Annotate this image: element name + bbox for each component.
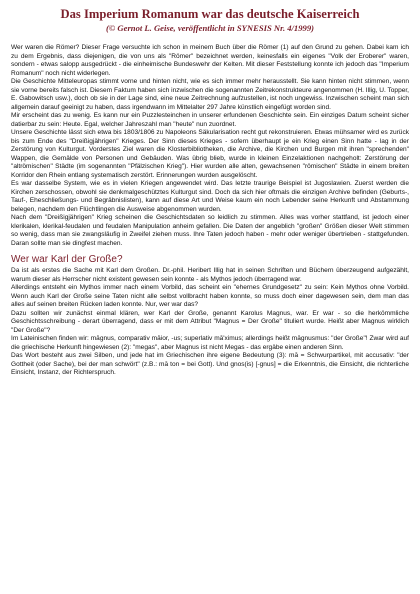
paragraph: Wer waren die Römer? Dieser Frage versuchte ich schon in meinem Buch über die Römer (1) auf den Grund zu gehen. Dabei kam ich zu dem Ergebnis, dass diejenigen, die von uns als "Römer" bezeichnet werden, keinesfalls ein eigenes "Volk der Eroberer" waren, sondern - etwas salopp ausgedrückt - die einheimische Bundeswehr der Kelten. Mit dieser Feststellung konnte ich jedoch das "Imperium Romanum" noch nicht widerlegen.	[11, 44, 409, 77]
paragraph: Es war dasselbe System, wie es in vielen Kriegen angewendet wird. Das letzte traurige Beispiel ist Jugoslawien. Zuerst werden die Kirchen zerschossen, obwohl sie denkmalgeschütztes Kulturgut sind. Doch da sich hier oftmals die einzigen Archive befinden (Geburts-, Tauf-, Eheschließungs- und Begräbnislisten), kann auf diese Art und Weise kaum ein noch Lebender seine Herkunft und Abstammung belegen, nachdem den Flüchtlingen die Ausweise abgenommen wurden.	[11, 180, 409, 213]
paragraph: Die Geschichte Mitteleuropas stimmt vorne und hinten nicht, wie es sich immer mehr herausstellt. Sie kann hinten nicht stimmen, wenn sie vorne bereits falsch ist. Diesem Faktum haben sich inzwischen die sogenannten Zeitrekonstrukteure angenommen (H. Illig, U. Topper, E. Gabowitsch usw.), doch ob sie in der Lage sind, eine neue Zeitrechnung aufzustellen, ist noch ungewiss. Inzwischen scheint man sich allgemein darauf geeinigt zu haben, dass irgendwann im Mittelalter 297 Jahre künstlich eingefügt worden sind.	[11, 78, 409, 111]
karl-section	[11, 267, 409, 378]
paragraph: Dazu sollten wir zunächst einmal klären, wer Karl der Große, genannt Karolus Magnus, war. Er war - so die herkömmliche Geschichtsschreibung - derart überragend, dass er mit dem Attribut "Magnus = Der Große" tituliert wurde. Heißt aber Magnus wirklich "Der Große"?	[11, 309, 409, 334]
intro-section	[11, 44, 409, 248]
paragraph: Da ist als erstes die Sache mit Karl dem Großen. Dr.-phil. Heribert Illig hat in seinen Schriften und Büchern überzeugend aufgezählt, warum dieser als Herrscher nicht existent gewesen sein konnte - als Mythos jedoch überragend war.	[11, 267, 409, 283]
article-title: Das Imperium Romanum war das deutsche Kaiserreich	[60, 7, 360, 21]
paragraph: Nach dem "Dreißigjährigen" Krieg scheinen die Geschichtsdaten so leidlich zu stimmen. Alles was vorher stattfand, ist jedoch einer klerikalen, klerikal-feudalen und feudalen Manipulation anheim gefallen. Die Daten der angeblich "großen" Größen dieser Welt stimmen so wenig, dass man sie zwangsläufig in Zweifel ziehen muss. Ihre Taten jedoch haben - mehr oder weniger übertrieben - stattgefunden. Daran sollte man sie dingfest machen.	[11, 214, 409, 247]
paragraph: Mir erscheint das zu wenig. Es kann nur ein Puzzlesteinchen in unserer erfundenen Geschichte sein. Ein einziges Datum scheint sicher datierbar zu sein: Heute. Egal, welcher Jahreszahl man "heute" nun zuordnet.	[11, 112, 409, 128]
paragraph: Unsere Geschichte lässt sich etwa bis 1803/1806 zu Napoleons Säkularisation recht gut rekonstruieren. Etwas mühsamer wird es zurück bis zum Ende des "Dreißigjährigen" Krieges. Der Sinn dieses Krieges - sofern überhaupt je ein Krieg einen Sinn hatte - lag in der Zerstörung von Kulturgut. Vorderstes Ziel waren die Klosterbibliotheken, die Archive, die Kirchen und Burgen mit ihren "sprechenden" Wappen, die Gemälde von Personen und Gebäuden. Was übrig blieb, wurde in kleinen Einzelaktionen nachgeholt: Zerstörung der "altrömischen" Städte (im sogenannten "Pfälzischen Krieg"). Hier wurden alle alten, gewachsenen "römischen" Städte in einem breiten Korridor den Rhein entlang systematisch zerstört. Erinnerungen wurden ausgelöscht.	[11, 129, 409, 179]
paragraph: Im Lateinischen finden wir: māgnus, comparativ māior, -us; superlativ mā'ximus; allerdings heißt māgnusmus: "der Große"! Zwar wird auf die griechische Herkunft hingewiesen (2): "megas", aber Magnus ist nicht Megas - das ergäbe einen anderen Sinn.	[11, 335, 409, 351]
paragraph: Das Wort besteht aus zwei Silben, und jede hat im Griechischen ihre eigene Bedeutung (3): mā = Schwurpartikel, mit accusativ: "der Gottheit (oder Sache), bei der man schwört" (z.B.: mā ton = bei Gott). Und gnos(is) [-gnus] = die Erkenntnis, die Einsicht, die richterliche Einsicht, Instanz, der Richterspruch.	[11, 352, 409, 376]
section-heading: Wer war Karl der Große?	[11, 254, 123, 265]
paragraph: Allerdings entsteht ein Mythos immer nach einem Vorbild, das scheint ein "ehernes Grundgesetz" zu sein: Kein Mythos ohne Vorbild. Wenn auch Karl der Große seine Taten nicht alle selbst vollbracht haben konnte, so muss doch einer dagewesen sein, dem man das alles auf seinen breiten Rücken laden konnte. Nur, wer war das?	[11, 284, 409, 308]
article-subtitle: (© Gernot L. Geise, veröffentlicht in SYNESIS Nr. 4/1999)	[106, 23, 314, 33]
